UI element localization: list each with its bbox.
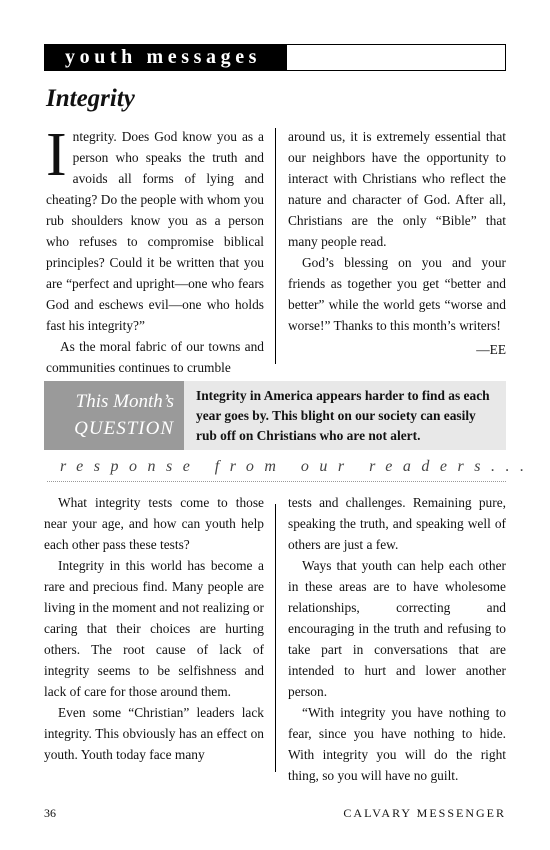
response-paragraph: tests and challenges. Remaining pure, speaking the truth, and speaking well of others are just a few. (288, 495, 506, 552)
article-paragraph: around us, it is extremely essential that our neighbors have the opportunity to interact with Christians who reflect the nature and character of God. After all, Christians are the only “Bible” that many people read. (288, 129, 506, 249)
article-paragraph: As the moral fabric of our towns and communities continues to crumble (46, 339, 264, 375)
response-paragraph: Even some “Christian” leaders lack integrity. This obviously has an effect on youth. Youth today face many (44, 705, 264, 762)
article-paragraph: God’s blessing on you and your friends as together you get “better and better” while the world gets “worse and worse!” Thanks to this month’s writers! (288, 255, 506, 333)
dotted-divider (47, 481, 506, 482)
article-paragraph-text: ntegrity. Does God know you as a person who speaks the truth and avoids all forms of lying and cheating? Do the people with whom you rub shoulders know you as a person who refuses to compromise biblical principles? Could it be written that you are “perfect and upright—one who fears God and eschews evil—one who holds fast his integrity?” (46, 129, 264, 333)
response-paragraph: Ways that youth can help each other in these areas are to have wholesome relationships, correcting and encouraging in the truth and refusing to take part in conversations that are intended to hurt and lower another person. (288, 558, 506, 699)
signature: —EE (476, 342, 506, 357)
question-text: Integrity in America appears harder to find as each year goes by. This blight on our society can easily rub off on Christians who are not alert. (196, 388, 490, 443)
response-paragraph: What integrity tests come to those near your age, and how can youth help each other pass these tests? (44, 495, 264, 552)
section-title: youth messages (45, 45, 287, 70)
publication-name: CALVARY MESSENGER (343, 806, 506, 820)
responses-heading: response from our readers... (60, 458, 535, 475)
article-right-column (288, 126, 506, 360)
drop-cap: I (46, 121, 67, 189)
article-title: Integrity (46, 85, 135, 112)
section-header (44, 44, 506, 71)
article-paragraph (46, 121, 264, 336)
column-divider (275, 504, 276, 772)
column-divider (275, 128, 276, 364)
question-label-line2: QUESTION (74, 418, 174, 439)
page-number: 36 (44, 806, 56, 820)
responses-left-column (44, 492, 264, 765)
article-left-column (46, 121, 264, 378)
response-paragraph: Integrity in this world has become a rare and precious find. Many people are living in the moment and not realizing or caring that their choices are hurting others. The root cause of lack of integrity seems to be selfishness and lack of care for those around them. (44, 558, 264, 699)
response-paragraph: “With integrity you have nothing to fear, since you have nothing to hide. With integrity you will do the right thing, so you will have no guilt. (288, 705, 506, 783)
question-box (44, 381, 506, 450)
responses-right-column (288, 492, 506, 786)
question-label-line1: This Month’s (75, 391, 174, 412)
question-label (44, 381, 184, 450)
